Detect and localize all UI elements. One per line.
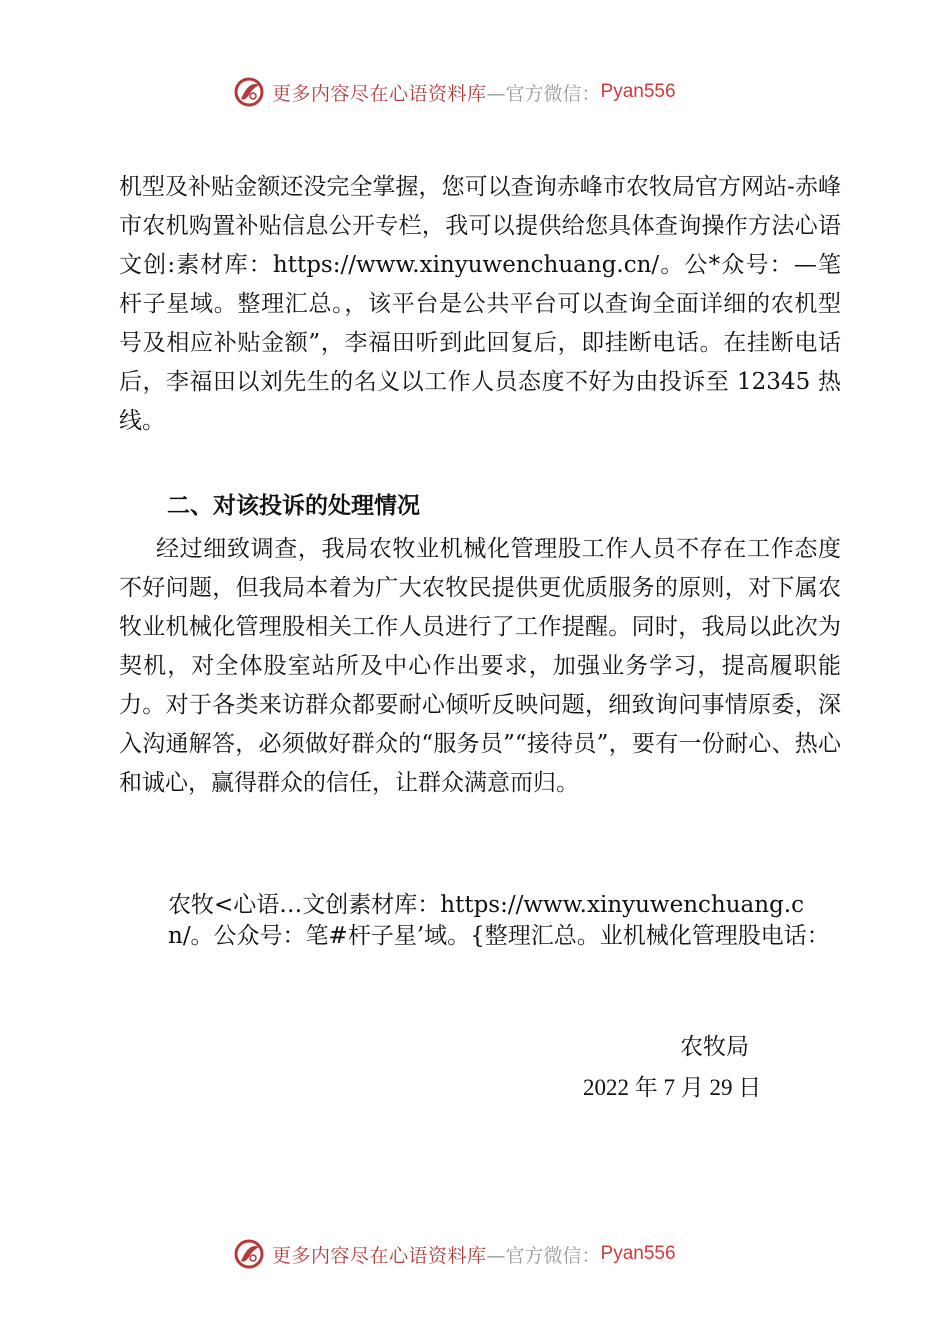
banner-wechat-label: —官方微信： [486, 1244, 601, 1267]
paragraph-3: 农牧<心语…文创素材库：https://www.xinyuwenchuang.cn/。公众号：笔#杆子星’域。{整理汇总。业机械化管理股电话： [168, 892, 830, 949]
brand-logo-icon [232, 1237, 266, 1271]
banner-wechat-id: Pyan556 [600, 1243, 676, 1264]
banner-main-text: 更多内容尽在心语资料库 [272, 82, 487, 105]
banner-wechat-id: Pyan556 [600, 81, 676, 102]
banner-main-text: 更多内容尽在心语资料库 [272, 1244, 487, 1267]
section-heading: 二、对该投诉的处理情况 [167, 493, 420, 519]
signature-date: 2022 年 7 月 29 日 [583, 1075, 762, 1100]
paragraph-1: 机型及补贴金额还没完全掌握，您可以查询赤峰市农牧局官方网站-赤峰市农机购置补贴信息公开专栏，我可以提供给您具体查询操作方法心语文创:素材库：https://www.xinyuwenchuang.cn/。公*众号：—笔杆子星域。整理汇总。，该平台是公共平台可以查询全面详细的农机型号及相应补贴金额”，李福田听到此回复后，即挂断电话。在挂断电话后，李福田以刘先生的名义以工作人员态度不好为由投诉至 12345 热线。 [119, 174, 841, 434]
banner-wechat-label: —官方微信： [486, 82, 601, 105]
signature-org: 农牧局 [680, 1034, 749, 1060]
footer-banner [232, 1236, 676, 1272]
brand-logo-icon [232, 75, 266, 109]
paragraph-2: 经过细致调查，我局农牧业机械化管理股工作人员不存在工作态度不好问题，但我局本着为广大农牧民提供更优质服务的原则，对下属农牧业机械化管理股相关工作人员进行了工作提醒。同时，我局以此次为契机，对全体股室站所及中心作出要求，加强业务学习，提高履职能力。对于各类来访群众都要耐心倾听反映问题，细致询问事情原委，深入沟通解答，必须做好群众的“服务员”“接待员”，要有一份耐心、热心和诚心，赢得群众的信任，让群众满意而归。 [119, 536, 841, 796]
header-banner [232, 74, 676, 110]
